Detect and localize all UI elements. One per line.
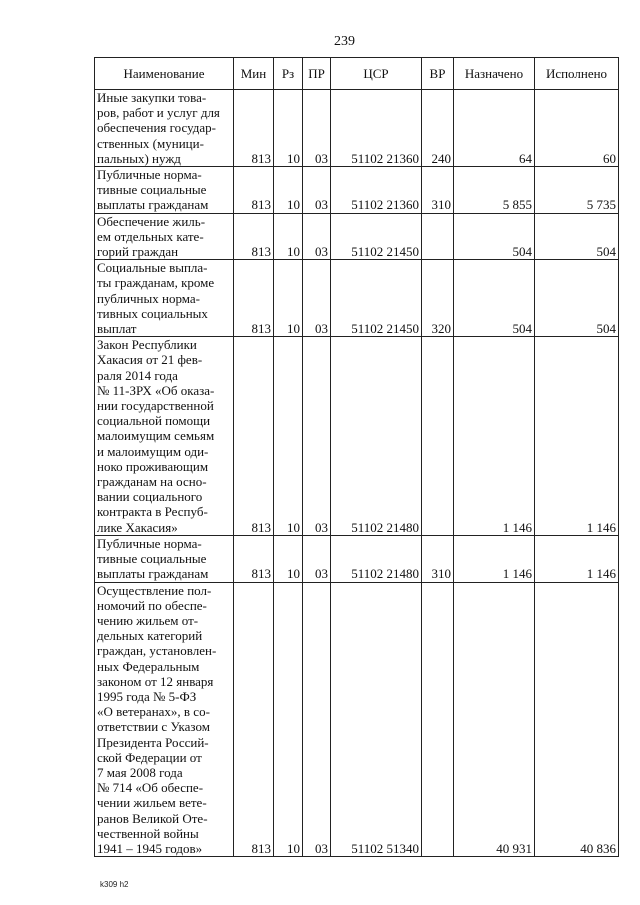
row-pr: 03	[303, 337, 331, 536]
row-min: 813	[234, 337, 274, 536]
row-ispolneno: 60	[535, 90, 619, 167]
row-pr: 03	[303, 90, 331, 167]
table-row	[95, 260, 619, 337]
row-min: 813	[234, 213, 274, 260]
row-naznacheno: 504	[454, 213, 535, 260]
row-rz: 10	[274, 90, 303, 167]
table-row	[95, 213, 619, 260]
row-vr: 320	[422, 260, 454, 337]
row-pr: 03	[303, 535, 331, 582]
header-vr: ВР	[422, 58, 454, 90]
row-csr: 51102 21480	[331, 337, 422, 536]
row-csr: 51102 21450	[331, 213, 422, 260]
row-min: 813	[234, 90, 274, 167]
header-rz: Рз	[274, 58, 303, 90]
header-pr: ПР	[303, 58, 331, 90]
table-row	[95, 582, 619, 857]
row-ispolneno: 40 836	[535, 582, 619, 857]
row-ispolneno: 1 146	[535, 535, 619, 582]
table-row	[95, 337, 619, 536]
row-rz: 10	[274, 337, 303, 536]
row-vr: 310	[422, 167, 454, 214]
row-ispolneno: 504	[535, 260, 619, 337]
row-ispolneno: 1 146	[535, 337, 619, 536]
row-rz: 10	[274, 260, 303, 337]
row-ispolneno: 5 735	[535, 167, 619, 214]
row-name: Публичные норма- тивные социальные выплаты гражданам	[95, 167, 234, 214]
row-pr: 03	[303, 213, 331, 260]
table-row	[95, 167, 619, 214]
row-min: 813	[234, 535, 274, 582]
table-header-row	[95, 58, 619, 90]
row-pr: 03	[303, 167, 331, 214]
document-code: k309 h2	[100, 880, 129, 889]
row-name: Обеспечение жиль- ем отдельных кате- горий граждан	[95, 213, 234, 260]
budget-table	[94, 57, 619, 857]
row-name: Иные закупки това- ров, работ и услуг для обеспечения государ- ственных (муници- пальных) нужд	[95, 90, 234, 167]
row-csr: 51102 51340	[331, 582, 422, 857]
header-name: Наименование	[95, 58, 234, 90]
table-row	[95, 535, 619, 582]
row-rz: 10	[274, 167, 303, 214]
row-naznacheno: 1 146	[454, 535, 535, 582]
row-vr	[422, 582, 454, 857]
row-naznacheno: 504	[454, 260, 535, 337]
page-number: 239	[334, 34, 355, 49]
row-rz: 10	[274, 582, 303, 857]
row-name: Осуществление пол- номочий по обеспе- чению жильем от- дельных категорий граждан, установлен- ных Федеральным законом от 12 января 1995 года № 5-ФЗ «О ветеранах», в со- ответствии с Указом Президента Россий- ской Федерации от 7 мая 2008 года № 714 «Об обеспе- чении жильем вете- ранов Великой Оте- чественной войны 1941 – 1945 годов»	[95, 582, 234, 857]
header-ispolneno: Исполнено	[535, 58, 619, 90]
row-csr: 51102 21360	[331, 90, 422, 167]
row-vr	[422, 337, 454, 536]
row-pr: 03	[303, 260, 331, 337]
header-naznacheno: Назначено	[454, 58, 535, 90]
row-vr	[422, 213, 454, 260]
header-min: Мин	[234, 58, 274, 90]
row-rz: 10	[274, 535, 303, 582]
row-vr: 310	[422, 535, 454, 582]
row-name: Закон Республики Хакасия от 21 фев- раля 2014 года № 11-ЗРХ «Об оказа- нии государственной социальной помощи малоимущим семьям и малоимущим оди- ноко проживающим гражданам на осно- вании социального контракта в Респуб- лике Хакасия»	[95, 337, 234, 536]
row-min: 813	[234, 167, 274, 214]
row-naznacheno: 1 146	[454, 337, 535, 536]
row-csr: 51102 21480	[331, 535, 422, 582]
row-pr: 03	[303, 582, 331, 857]
row-csr: 51102 21360	[331, 167, 422, 214]
row-ispolneno: 504	[535, 213, 619, 260]
table-row	[95, 90, 619, 167]
row-min: 813	[234, 260, 274, 337]
row-min: 813	[234, 582, 274, 857]
row-naznacheno: 5 855	[454, 167, 535, 214]
row-vr: 240	[422, 90, 454, 167]
row-csr: 51102 21450	[331, 260, 422, 337]
row-name: Социальные выпла- ты гражданам, кроме публичных норма- тивных социальных выплат	[95, 260, 234, 337]
row-name: Публичные норма- тивные социальные выплаты гражданам	[95, 535, 234, 582]
header-csr: ЦСР	[331, 58, 422, 90]
row-naznacheno: 64	[454, 90, 535, 167]
row-naznacheno: 40 931	[454, 582, 535, 857]
row-rz: 10	[274, 213, 303, 260]
